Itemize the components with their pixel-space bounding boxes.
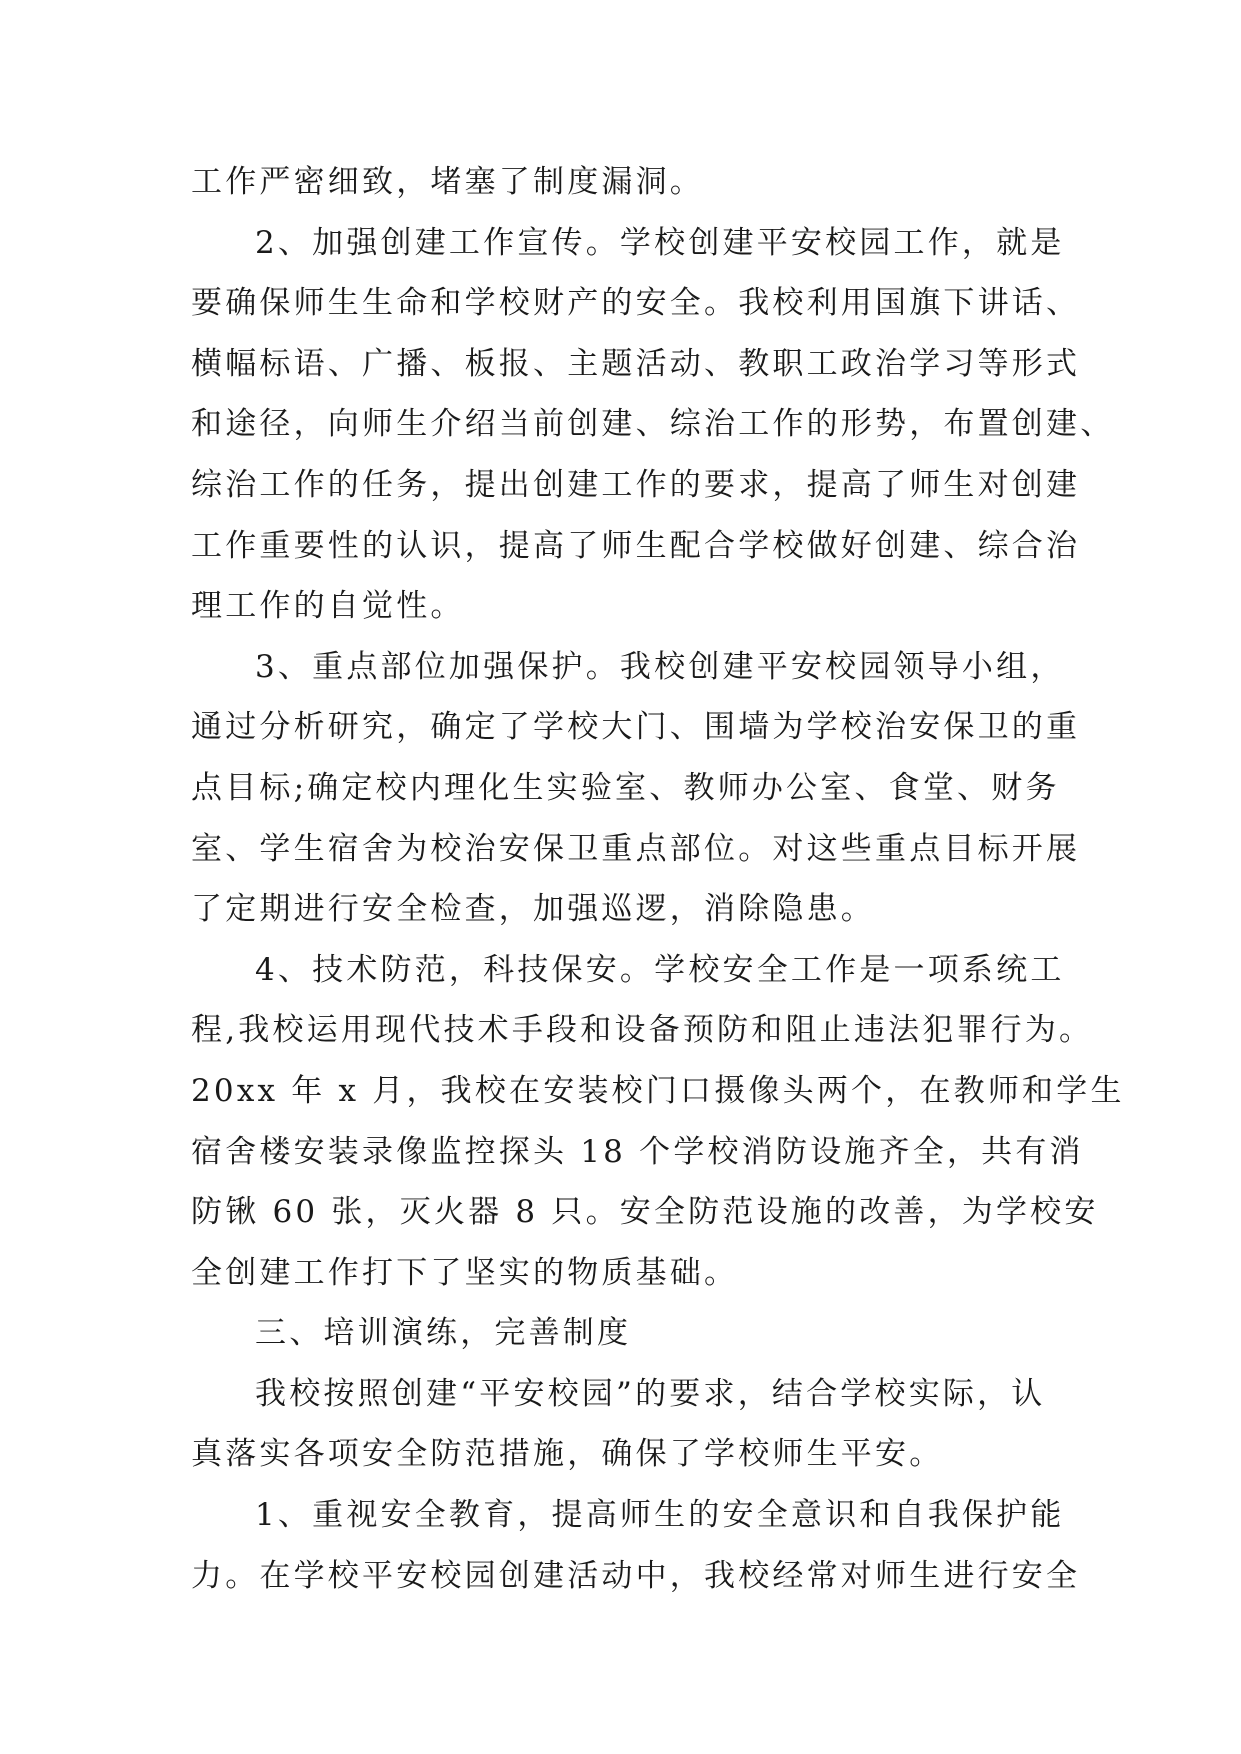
text-line: 宿舍楼安装录像监控探头 18 个学校消防设施齐全，共有消	[191, 1133, 1084, 1170]
text-line: 通过分析研究，确定了学校大门、围墙为学校治安保卫的重	[191, 709, 1081, 746]
text-line: 防锹 60 张，灭火器 8 只。安全防范设施的改善，为学校安	[191, 1194, 1099, 1231]
text-line: 我校按照创建“平安校园”的要求，结合学校实际，认	[255, 1375, 1046, 1412]
text-line: 程,我校运用现代技术手段和设备预防和阻止违法犯罪行为。	[191, 1012, 1094, 1049]
text-line: 3、重点部位加强保护。我校创建平安校园领导小组，	[255, 648, 1065, 685]
text-line: 综治工作的任务，提出创建工作的要求，提高了师生对创建	[191, 466, 1081, 503]
text-line: 了定期进行安全检查，加强巡逻，消除隐患。	[191, 891, 875, 928]
text-line: 力。在学校平安校园创建活动中，我校经常对师生进行安全	[191, 1557, 1081, 1594]
text-line: 全创建工作打下了坚实的物质基础。	[191, 1254, 739, 1291]
text-line: 要确保师生生命和学校财产的安全。我校利用国旗下讲话、	[191, 285, 1081, 322]
section-heading: 三、培训演练，完善制度	[255, 1315, 632, 1352]
text-line: 点目标;确定校内理化生实验室、教师办公室、食堂、财务	[191, 769, 1060, 806]
text-line: 理工作的自觉性。	[191, 588, 465, 625]
text-line: 1、重视安全教育，提高师生的安全意识和自我保护能	[255, 1497, 1065, 1534]
text-line: 2、加强创建工作宣传。学校创建平安校园工作，就是	[255, 224, 1065, 261]
text-line: 20xx 年 x 月，我校在安装校门口摄像头两个，在教师和学生	[191, 1072, 1125, 1109]
text-line: 4、技术防范，科技保安。学校安全工作是一项系统工	[255, 951, 1065, 988]
text-line: 横幅标语、广播、板报、主题活动、教职工政治学习等形式	[191, 345, 1081, 382]
text-line: 工作严密细致，堵塞了制度漏洞。	[191, 164, 704, 200]
text-line: 工作重要性的认识，提高了师生配合学校做好创建、综合治	[191, 527, 1081, 564]
text-line: 真落实各项安全防范措施，确保了学校师生平安。	[191, 1436, 944, 1473]
body-text	[191, 152, 1125, 1606]
text-line: 室、学生宿舍为校治安保卫重点部位。对这些重点目标开展	[191, 830, 1081, 867]
text-line: 和途径，向师生介绍当前创建、综治工作的形势，布置创建、	[191, 406, 1115, 443]
